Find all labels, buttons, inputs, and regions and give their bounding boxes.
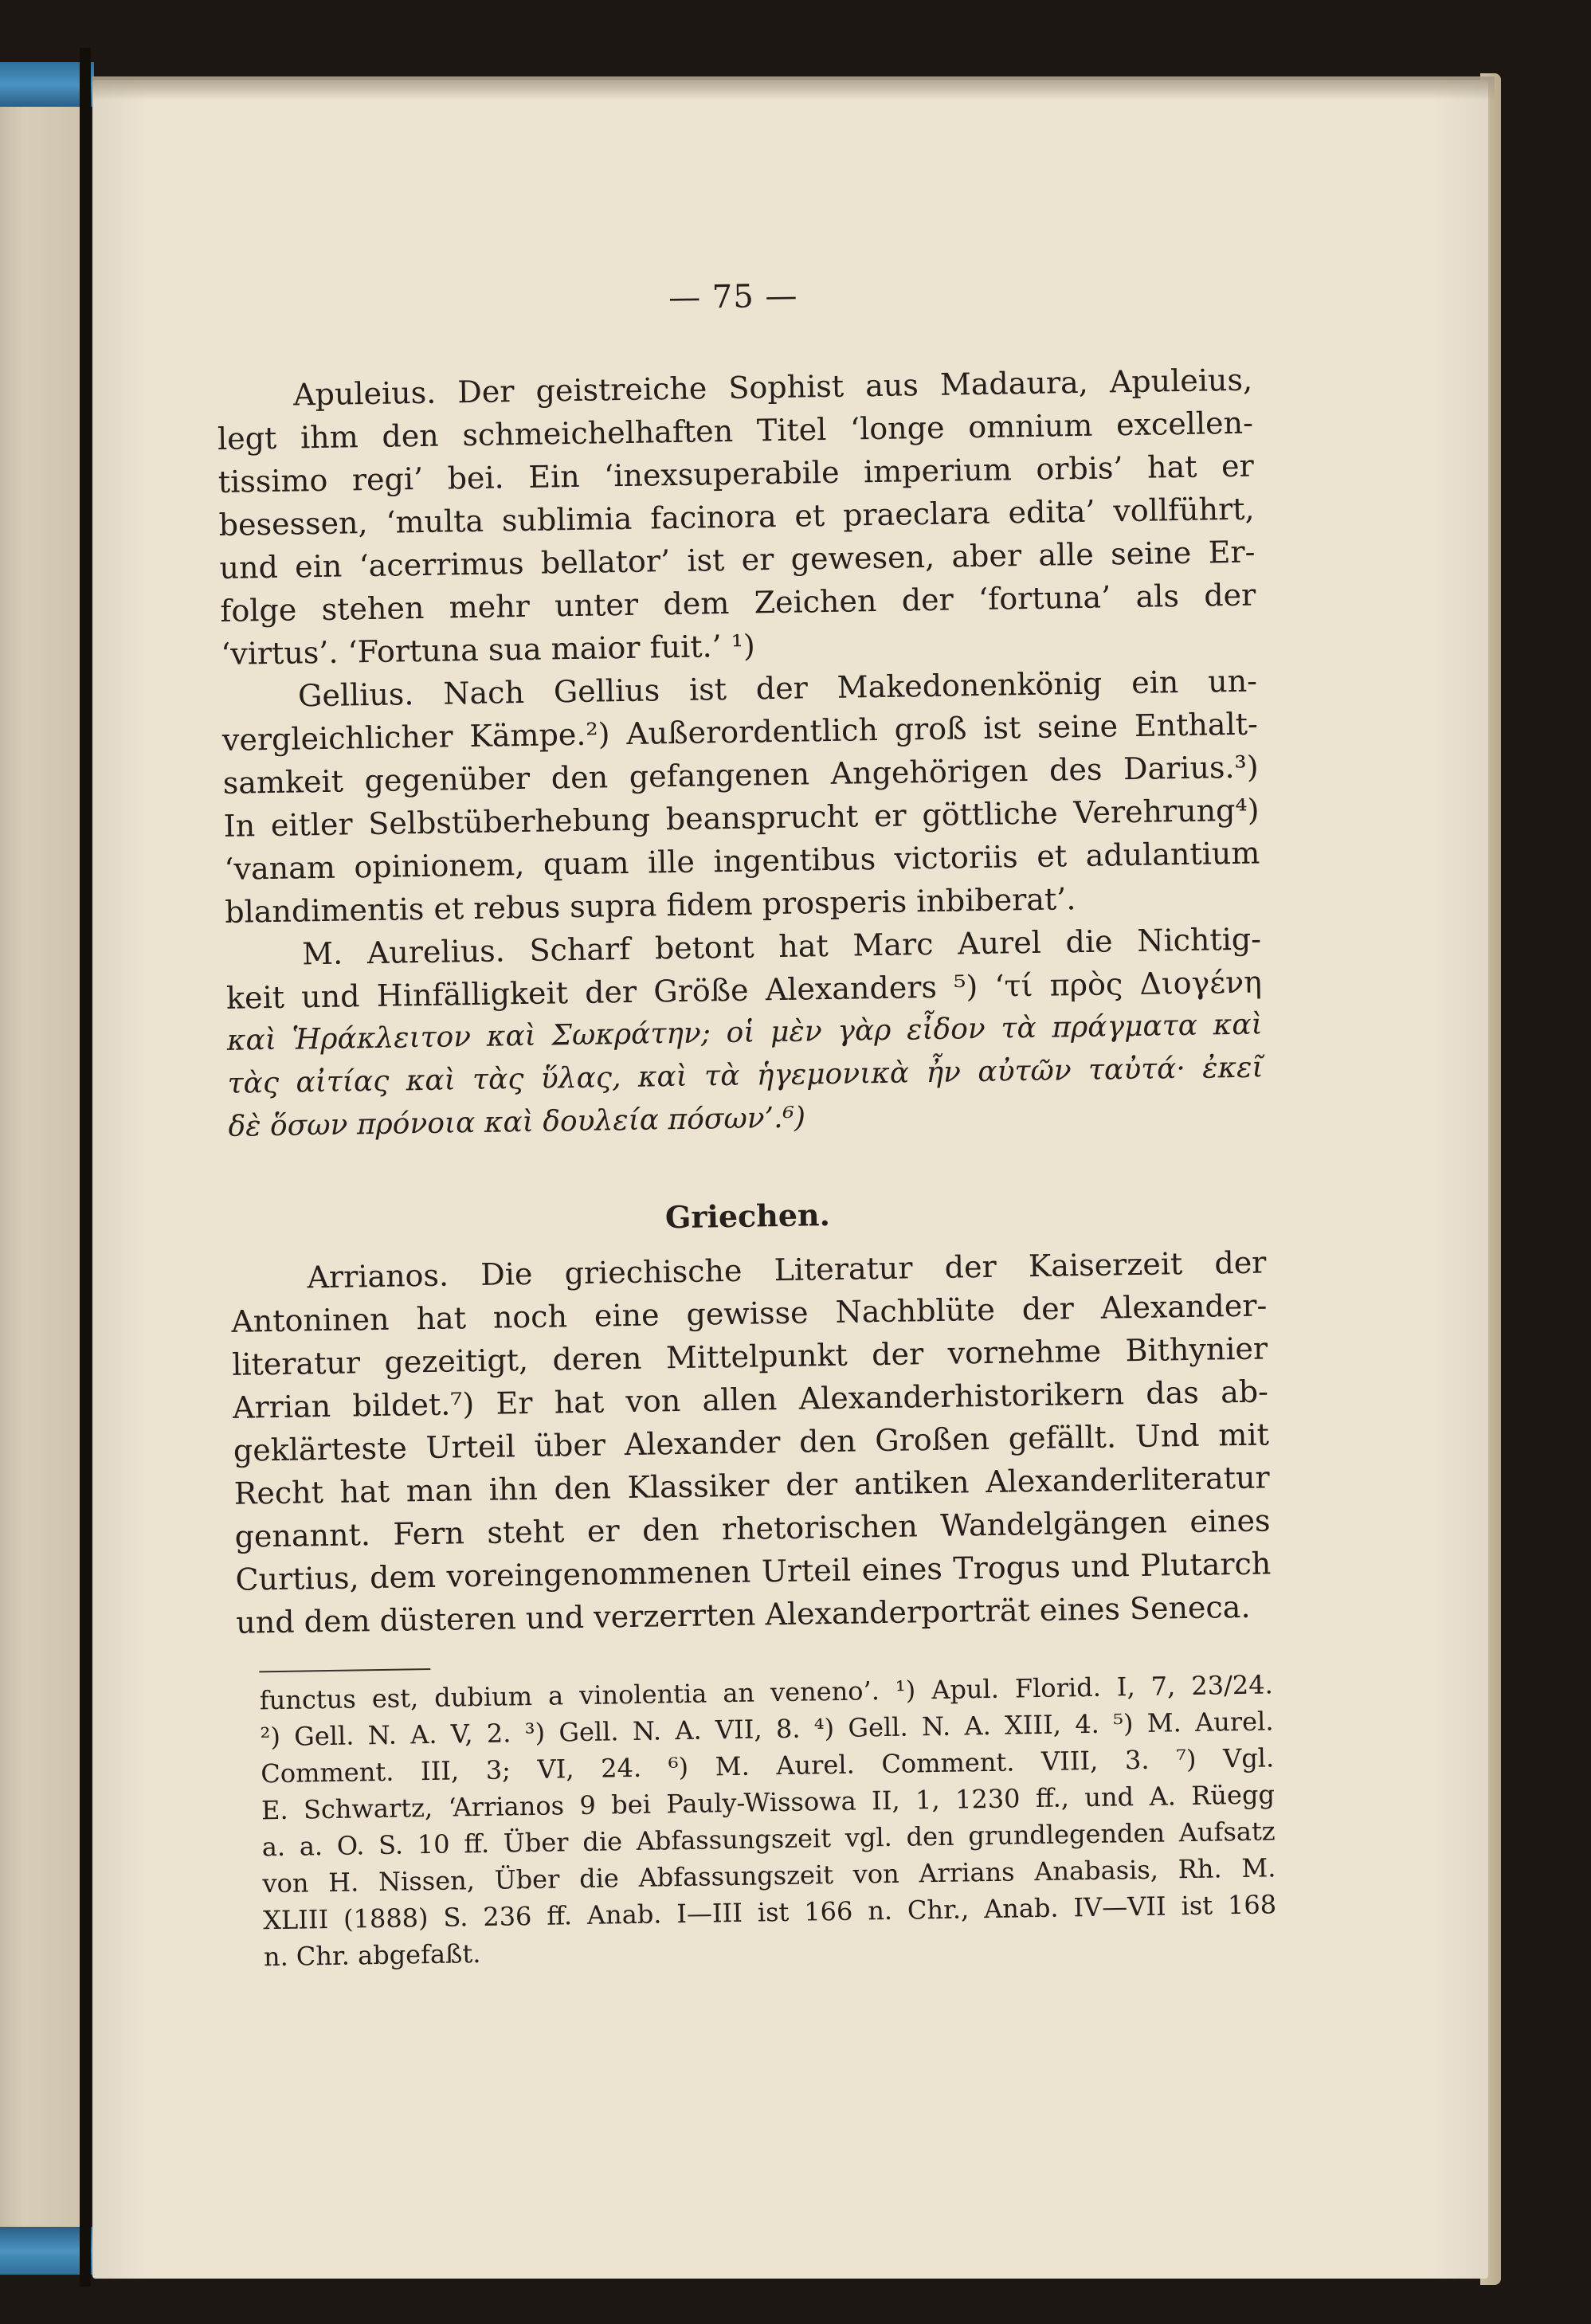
body-line: besessen, ‘multa sublimia facinora et praeclara edita’ vollführt, bbox=[218, 491, 1255, 543]
greek-quote-line: καὶ Ἡράκλειτον καὶ Σωκράτην; οἱ μὲν γὰρ εἶδον τὰ πράγματα καὶ bbox=[226, 1008, 1264, 1057]
body-line: Curtius, dem voreingenommenen Urteil eines Trogus und Plutarch bbox=[235, 1546, 1272, 1597]
body-line: Arrianos. Die griechische Literatur der Kaiserzeit der bbox=[307, 1244, 1267, 1295]
footnote-line: von H. Nissen, Über die Abfassungszeit von Arrians Anabasis, Rh. M. bbox=[262, 1852, 1276, 1899]
body-line: Antoninen hat noch eine gewisse Nachblüte der Alexander- bbox=[231, 1287, 1268, 1339]
body-line: geklärteste Urteil über Alexander den Großen gefällt. Und mit bbox=[233, 1417, 1270, 1468]
body-line: und ein ‘acerrimus bellator’ ist er gewesen, aber alle seine Er- bbox=[219, 534, 1256, 586]
footnote-line: Comment. III, 3; VI, 24. ⁶) M. Aurel. Comment. VIII, 3. ⁷) Vgl. bbox=[261, 1742, 1275, 1789]
body-line: Apuleius. Der geistreiche Sophist aus Madaura, Apuleius, bbox=[292, 362, 1253, 413]
body-line: tissimo regi’ bei. Ein ‘inexsuperabile imperium orbis’ hat er bbox=[217, 448, 1255, 500]
footnote-line: n. Chr. abgefaßt. bbox=[263, 1938, 481, 1973]
body-line: und dem düsteren und verzerrten Alexanderporträt eines Seneca. bbox=[235, 1589, 1251, 1640]
body-line: Recht hat man ihn den Klassiker der antiken Alexanderliteratur bbox=[233, 1460, 1270, 1511]
body-line: Gellius. Nach Gellius ist der Makedonenkönig ein un- bbox=[297, 663, 1258, 714]
body-line: genannt. Fern steht er den rhetorischen Wandelgängen eines bbox=[234, 1503, 1271, 1554]
body-line: folge stehen mehr unter dem Zeichen der ‘fortuna’ als der bbox=[220, 577, 1256, 629]
section-heading: Griechen. bbox=[664, 1197, 831, 1236]
body-line: In eitler Selbstüberhebung beansprucht er göttliche Verehrung⁴) bbox=[223, 792, 1260, 844]
body-line: vergleichlicher Kämpe.²) Außerordentlich groß ist seine Enthalt- bbox=[221, 706, 1259, 758]
body-line: blandimentis et rebus supra fidem prosperis inbiberat’. bbox=[224, 881, 1076, 930]
book-gutter bbox=[80, 48, 91, 2287]
footnote-line: a. a. O. S. 10 ff. Über die Abfassungszeit vgl. den grundlegenden Aufsatz bbox=[261, 1816, 1276, 1863]
footnote-line: ²) Gell. N. A. V, 2. ³) Gell. N. A. VII, 8. ⁴) Gell. N. A. XIII, 4. ⁵) M. Aurel. bbox=[260, 1706, 1274, 1753]
footnote-line: functus est, dubium a vinolentia an veneno’. ¹) Apul. Florid. I, 7, 23/24. bbox=[259, 1669, 1274, 1716]
body-line: literatur gezeitigt, deren Mittelpunkt der vornehme Bithynier bbox=[231, 1331, 1268, 1382]
body-line: M. Aurelius. Scharf betont hat Marc Aurel die Nichtig- bbox=[301, 921, 1262, 972]
body-line: Arrian bildet.⁷) Er hat von allen Alexanderhistorikern das ab- bbox=[232, 1374, 1269, 1425]
footnote-line: E. Schwartz, ‘Arrianos 9 bei Pauly-Wissowa II, 1, 1230 ff., und A. Rüegg bbox=[261, 1779, 1276, 1826]
body-line: keit und Hinfälligkeit der Größe Alexanders ⁵) ‘τί πρὸς Διογένη bbox=[225, 964, 1263, 1016]
body-line: ‘virtus’. ‘Fortuna sua maior fuit.’ ¹) bbox=[220, 628, 756, 672]
footnote-line: XLIII (1888) S. 236 ff. Anab. I—III ist 166 n. Chr., Anab. IV—VII ist 168 bbox=[262, 1889, 1277, 1936]
body-line: samkeit gegenüber den gefangenen Angehörigen des Darius.³) bbox=[222, 749, 1259, 801]
body-line: legt ihm den schmeichelhaften Titel ‘longe omnium excellen- bbox=[217, 405, 1254, 457]
page-number: — 75 — bbox=[668, 277, 798, 317]
greek-quote-line: δὲ ὅσων πρόνοια καὶ δουλεία πόσων’.⁶) bbox=[228, 1101, 806, 1143]
body-line: ‘vanam opinionem, quam ille ingentibus victoriis et adulantium bbox=[224, 835, 1260, 887]
facing-page-edge bbox=[0, 72, 81, 2271]
greek-quote-line: τὰς αἰτίας καὶ τὰς ὕλας, καὶ τὰ ἡγεμονικὰ ἦν αὐτῶν ταὐτά· ἐκεῖ bbox=[227, 1051, 1264, 1100]
page-top-shadow bbox=[92, 76, 1495, 100]
